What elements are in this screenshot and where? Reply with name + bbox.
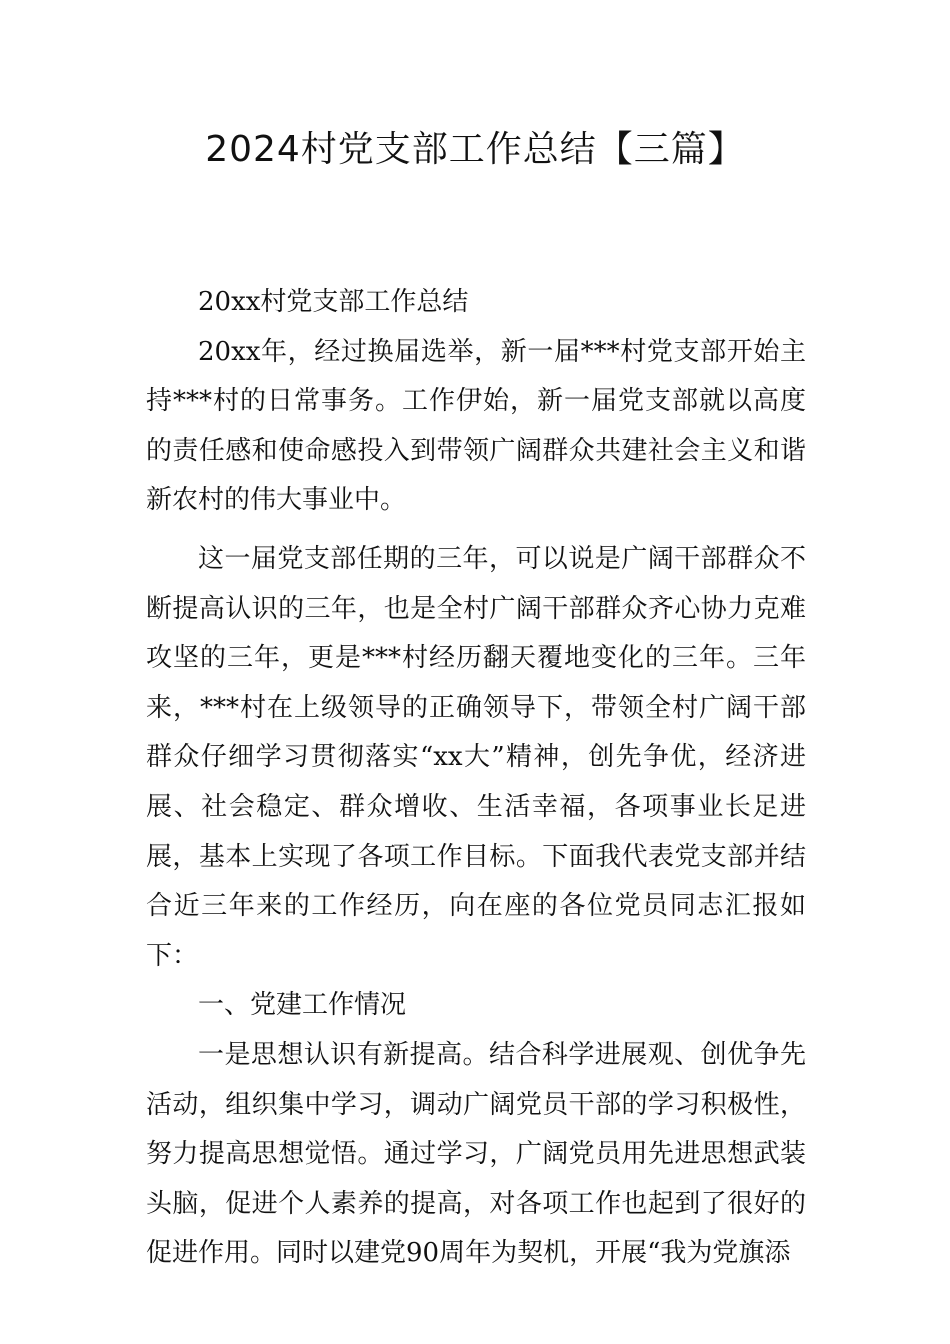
document-body	[146, 278, 806, 1279]
body-paragraph: 一是思想认识有新提高。结合科学进展观、创优争先活动，组织集中学习，调动广阔党员干部的学习积极性，努力提高思想觉悟。通过学习，广阔党员用先进思想武装头脑，促进个人素养的提高，对各项工作也起到了很好的促进作用。同时以建党90周年为契机，开展“我为党旗添	[146, 1039, 806, 1269]
section-heading: 20xx村党支部工作总结	[198, 287, 469, 317]
section-heading: 一、党建工作情况	[198, 990, 407, 1021]
document-title: 2024村党支部工作总结【三篇】	[205, 129, 745, 170]
body-paragraph: 20xx年，经过换届选举，新一届***村党支部开始主持***村的日常事务。工作伊始，新一届党支部就以高度的责任感和使命感投入到带领广阔群众共建社会主义和谐新农村的伟大事业中。	[146, 336, 806, 516]
body-paragraph: 这一届党支部任期的三年，可以说是广阔干部群众不断提高认识的三年，也是全村广阔干部群众齐心协力克难攻坚的三年，更是***村经历翻天覆地变化的三年。三年来，***村在上级领导的正确领导下，带领全村广阔干部群众仔细学习贯彻落实“xx大”精神，创先争优，经济进展、社会稳定、群众增收、生活幸福，各项事业长足进展，基本上实现了各项工作目标。下面我代表党支部并结合近三年来的工作经历，向在座的各位党员同志汇报如下：	[146, 543, 806, 971]
